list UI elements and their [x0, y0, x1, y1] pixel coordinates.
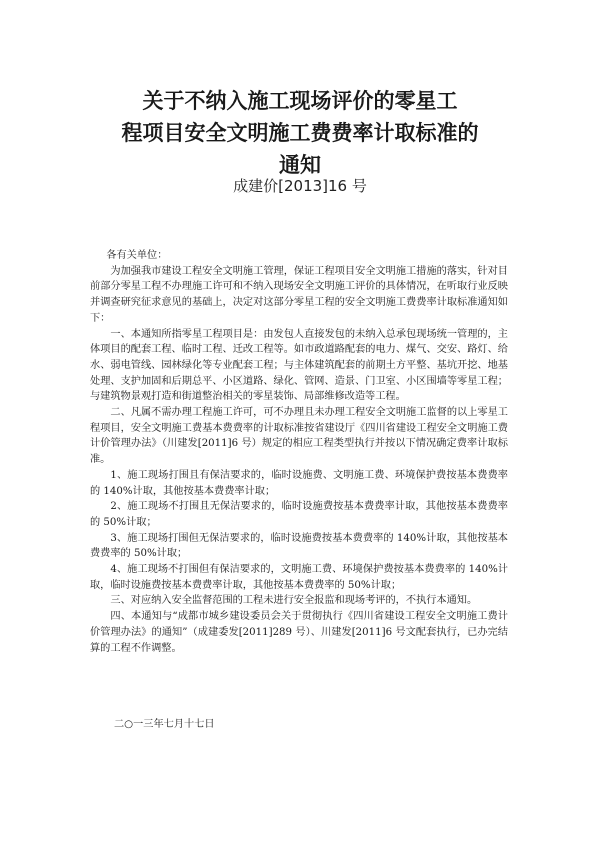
document-date: 二○一三年七月十七日 [114, 719, 215, 730]
paragraph-item-2: 2、施工现场不打围且无保洁要求的，临时设施费按基本费费率计取，其他按基本费费率的 50%计取； [90, 501, 508, 528]
title-line-2: 程项目安全文明施工费费率计取标准的 [121, 120, 479, 145]
paragraph-section-2: 二、凡属不需办理工程施工许可，可不办理且未办理工程安全文明施工监督的以上零星工程项目，安全文明施工费基本费费率的计取标准按省建设厅《四川省建设工程安全文明施工费计价管理办法》（川建发[2011]6 号）规定的相应工程类型执行并按以下情况确定费率计取标准。 [90, 407, 508, 466]
paragraph-intro: 为加强我市建设工程安全文明施工管理，保证工程项目安全文明施工措施的落实，针对目前部分零星工程不办理施工许可和不纳入现场安全文明施工评价的具体情况，在听取行业反映并调查研究征求意见的基础上，决定对这部分零星工程的安全文明施工费费率计取标准通知如下： [90, 265, 508, 324]
paragraph-item-4: 4、施工现场不打围但有保洁要求的，文明施工费、环境保护费按基本费费率的 140%计取，临时设施费按基本费费率计取，其他按基本费费率的 50%计取； [90, 564, 508, 591]
paragraph-section-3: 三、对应纳入安全监督范围的工程未进行安全报监和现场考评的，不执行本通知。 [110, 595, 478, 607]
paragraph-item-3: 3、施工现场打围但无保洁要求的，临时设施费按基本费费率的 140%计取，其他按基本费费率的 50%计取； [90, 532, 508, 560]
salutation: 各有关单位： [106, 250, 168, 261]
paragraph-section-4: 四、本通知与“成都市城乡建设委员会关于贯彻执行《四川省建设工程安全文明施工费计价管理办法》的通知”（成建委发[2011]289 号）、川建发[2011]6 号文配套执行，已办完结算的工程不作调整。 [90, 611, 508, 654]
document-number: 成建价[2013]16 号 [233, 177, 367, 195]
paragraph-section-1: 一、本通知所指零星工程项目是：由发包人直接发包的未纳入总承包现场统一管理的，主体项目的配套工程、临时工程、迁改工程等。如市政道路配套的电力、煤气、交安、路灯、给水、弱电管线、园林绿化等专业配套工程；与主体建筑配套的前期土方平整、基坑开挖、地基处理、支护加固和后期总平、小区道路、绿化、管网、造景、门卫室、小区围墙等零星工程；与建筑物景观打造和街道整治相关的零星装饰、局部维修改造等工程。 [90, 328, 508, 403]
title-line-3: 通知 [279, 152, 321, 177]
document-body [90, 248, 508, 656]
document-title [90, 85, 510, 181]
title-line-1: 关于不纳入施工现场评价的零星工 [142, 88, 458, 113]
paragraph-item-1: 1、施工现场打围且有保洁要求的，临时设施费、文明施工费、环境保护费按基本费费率的 140%计取，其他按基本费费率计取； [90, 469, 508, 497]
